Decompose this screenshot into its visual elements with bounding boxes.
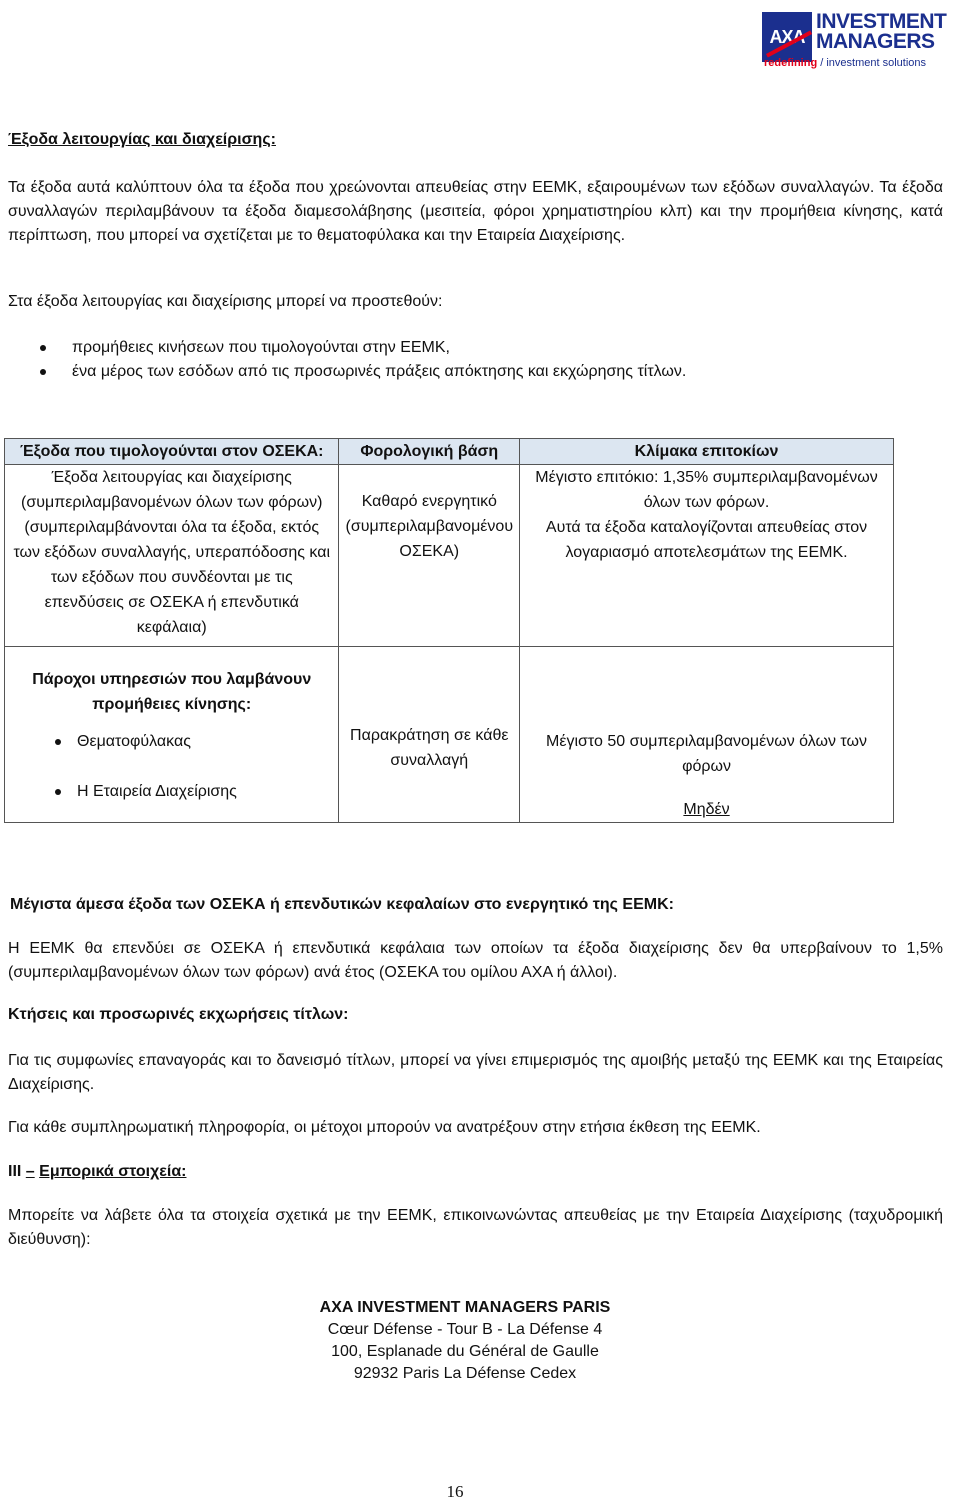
further-info-paragraph: Για κάθε συμπληρωματική πληροφορία, οι μέτοχοι μπορούν να ανατρέξουν στην ετήσια έκθεση της ΕΕΜΚ. [8,1119,761,1136]
table-row [5,647,894,823]
commercial-info-paragraph: Μπορείτε να λάβετε όλα τα στοιχεία σχετικά με την ΕΕΜΚ, επικοινωνώντας απευθείας με την Εταιρεία Διαχείρισης (ταχυδρομική διεύθυνση): [8,1207,943,1248]
securities-paragraph: Για τις συμφωνίες επαναγοράς και το δανεισμό τίτλων, μπορεί να γίνει επιμερισμός της αμοιβής μεταξύ της ΕΕΜΚ και της Εταιρείας Διαχείρισης. [8,1052,943,1093]
max-direct-fees-paragraph: Η ΕΕΜΚ θα επενδύει σε ΟΣΕΚΑ ή επενδυτικά κεφάλαια των οποίων τα έξοδα διαχείρισης δεν θα υπερβαίνουν το 1,5% (συμπεριλαμβανομένων όλων των φόρων) ανά έτος (ΟΣΕΚΑ του ομίλου ΑΧΑ ή άλλοι). [8,940,943,981]
axa-im-logo [762,6,956,72]
section-roman-numeral: III [8,1163,22,1180]
zero-fee-text: Μηδέν [683,801,730,818]
operating-fees-paragraph: Τα έξοδα αυτά καλύπτουν όλα τα έξοδα που χρεώνονται απευθείας στην ΕΕΜΚ, εξαιρουμένων των εξόδων συναλλαγών. Τα έξοδα συναλλαγών περιλαμβάνουν τα έξοδα διαμεσολάβησης (μεσιτεία, φόροι χρηματιστηρίου κλπ) και την προμήθεια κίνησης, κατά περίπτωση, που μπορεί να σχετίζεται με το θεματοφύλακα και την Εταιρεία Διαχείρισης. [8,179,943,244]
logo-tagline: redefining / investment solutions [764,57,927,69]
header-fees-charged: Έξοδα που τιμολογούνται στον ΟΣΕΚΑ: [5,439,339,465]
list-item: Η Εταιρεία Διαχείρισης [11,779,332,804]
table-row [5,465,894,647]
operating-fees-cell: Έξοδα λειτουργίας και διαχείρισης (συμπεριλαμβανομένων όλων των φόρων)(συμπεριλαμβάνονται όλα τα έξοδα, εκτός των εξόδων συναλλαγής, υπεραπόδοσης και των εξόδων που συνδέονται με τις επενδύσεις σε ΟΣΕΚΑ ή επενδυτικά κεφάλαια) [5,465,339,647]
operating-fees-intro: Στα έξοδα λειτουργίας και διαχείρισης μπορεί να προστεθούν: [8,293,443,310]
company-name: AXA INVESTMENT MANAGERS PARIS [319,1299,611,1316]
list-item: Θεματοφύλακας [11,729,332,754]
net-assets-cell: Καθαρό ενεργητικό (συμπεριλαμβανομένου ΟΣΕΚΑ) [339,465,520,647]
max-direct-fees-heading: Μέγιστα άμεσα έξοδα των ΟΣΕΚΑ ή επενδυτικών κεφαλαίων στο ενεργητικό της ΕΕΜΚ: [10,896,674,913]
max-fee-text: Μέγιστο 50 συμπεριλαμβανομένων όλων των φόρων [546,733,868,775]
securities-heading: Κτήσεις και προσωρινές εκχωρήσεις τίτλων: [8,1006,349,1023]
address-block [0,1297,930,1385]
max-fee-cell [520,647,894,823]
list-item: ένα μέρος των εσόδων από τις προσωρινές πράξεις απόκτησης και εκχώρησης τίτλων. [8,360,686,384]
logo-line-managers: MANAGERS [816,30,935,53]
providers-list [11,729,332,804]
axa-logo-mark: AXA [762,12,812,62]
header-rate-scale: Κλίμακα επιτοκίων [520,439,894,465]
list-item: προμήθειες κινήσεων που τιμολογούνται στην ΕΕΜΚ, [8,336,686,360]
max-rate-note: Αυτά τα έξοδα καταλογίζονται απευθείας στον λογαριασμό αποτελεσμάτων της ΕΕΜΚ. [545,519,868,561]
withholding-cell: Παρακράτηση σε κάθε συναλλαγή [339,647,520,823]
address-line: 92932 Paris La Défense Cedex [353,1365,577,1382]
page-number: 16 [446,1482,464,1501]
address-line: Cœur Défense - Tour B - La Défense 4 [327,1321,603,1338]
logo-line-investment: INVESTMENT [816,10,947,33]
section-title: Εμπορικά στοιχεία: [39,1163,187,1180]
providers-cell [5,647,339,823]
fees-table [4,438,894,823]
operating-fees-list [8,336,686,384]
commercial-info-heading [8,1160,943,1184]
operating-fees-heading: Έξοδα λειτουργίας και διαχείρισης: [8,131,276,148]
max-rate-text: Μέγιστο επιτόκιο: 1,35% συμπεριλαμβανομένων όλων των φόρων. [535,469,878,511]
max-rate-cell [520,465,894,647]
header-tax-base: Φορολογική βάση [339,439,520,465]
section-dash: – [25,1163,35,1180]
table-header-row [5,439,894,465]
providers-title: Πάροχοι υπηρεσιών που λαμβάνουν προμήθειες κίνησης: [32,671,312,713]
address-line: 100, Esplanade du Général de Gaulle [331,1343,599,1360]
